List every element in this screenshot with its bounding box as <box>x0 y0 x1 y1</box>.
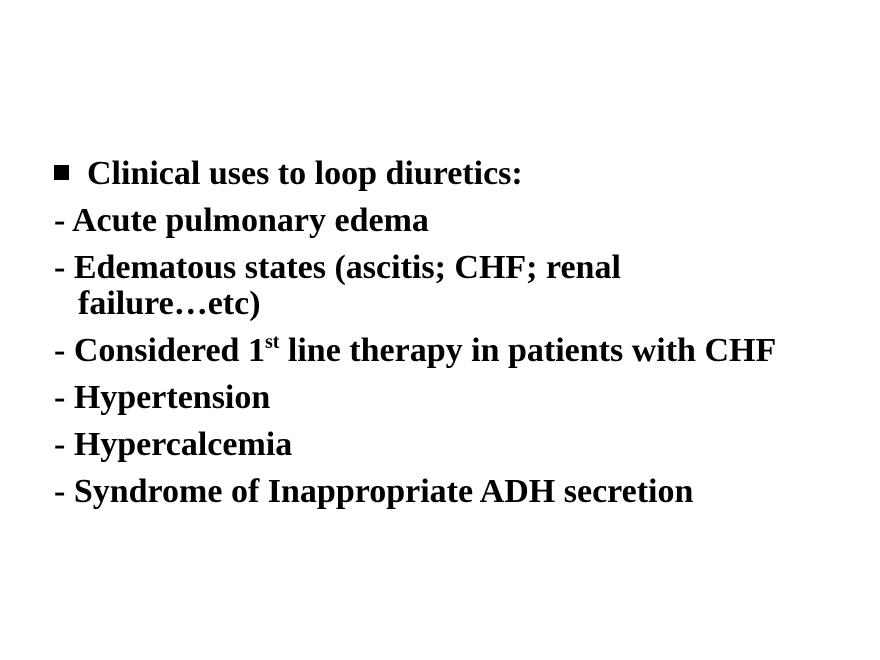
item-prefix: - <box>54 473 74 510</box>
item-prefix: - <box>54 202 72 239</box>
item-prefix: - <box>54 249 74 286</box>
item-text: Syndrome of Inappropriate ADH secretion <box>73 473 694 510</box>
list-item-acute-pulmonary-edema <box>54 203 854 239</box>
slide-content <box>54 156 854 521</box>
list-item-siadh <box>54 474 854 510</box>
list-item-hypertension <box>54 380 854 416</box>
item-text-after: line therapy in patients with CHF <box>279 332 777 369</box>
item-text: Hypertension <box>73 379 271 416</box>
list-item-hypercalcemia <box>54 427 854 463</box>
square-bullet-icon <box>54 165 69 180</box>
heading-text: Clinical uses to loop diuretics: <box>87 155 523 192</box>
list-item-first-line-therapy <box>54 333 818 369</box>
item-text-before: Considered 1 <box>73 332 265 369</box>
slide-heading <box>54 156 854 192</box>
item-text: Acute pulmonary edema <box>71 202 429 239</box>
item-prefix: - <box>54 426 74 463</box>
item-prefix: - <box>54 379 74 416</box>
list-item-edematous-states <box>54 250 758 322</box>
item-text: Edematous states (ascitis; CHF; renal failure…etc) <box>73 249 621 322</box>
item-text: Hypercalcemia <box>73 426 293 463</box>
ordinal-superscript: st <box>264 331 280 353</box>
item-prefix: - <box>54 332 74 369</box>
